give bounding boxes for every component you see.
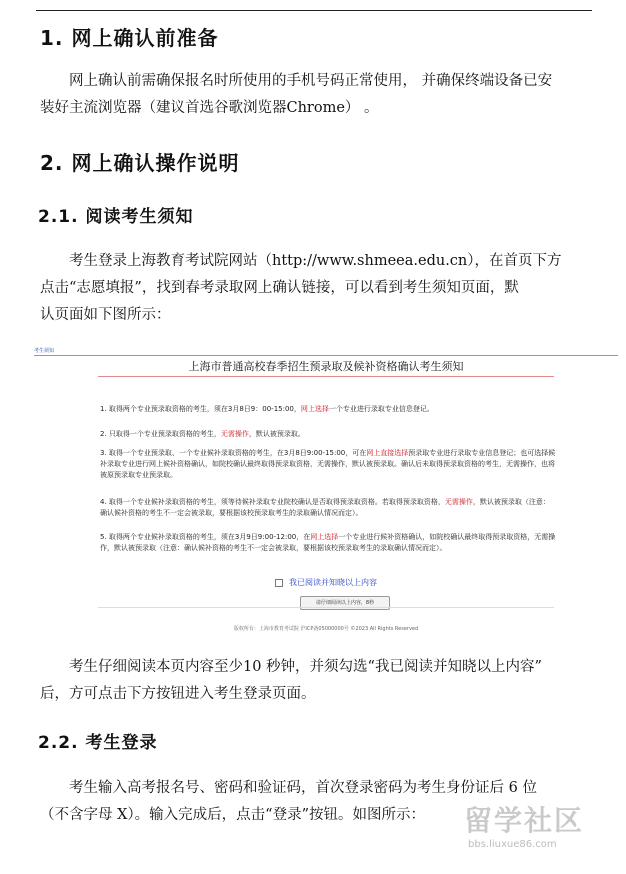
notice-item-4: 4. 取得一个专业候补录取资格的考生，须等待候补录取专业院校确认是否取得预录取资格。若取得预录取资格，无需操作，默认被预录取（注意：确认候补资格的考生不一定会被录取，要根据该校预录取考生的录取确认情况而定）。 [100,498,550,517]
text-line: 网上确认前需确保报名时所使用的手机号码正常使用， 并确保终端设备已安 [69,73,553,89]
section-2-1-heading: 2.1. 阅读考生须知 [38,207,194,227]
embedded-notice-screenshot [34,347,618,633]
section-2-1-paragraph [40,248,588,329]
notice-item-3: 3. 取得一个专业预录取、一个专业候补录取资格的考生，在3月8日9:00-15:00，可在网上直接选择预录取专业进行录取专业信息登记；也可选择候补录取专业进行网上候补资格确认，如院校确认最终取得预录取资格，无需操作，默认被预录取。确认后未取得预录取资格的考生，无需操作，也将被原预录取专业预录取。 [100,449,556,479]
text-line: 点击“志愿填报”，找到春考录取网上确认链接，可以看到考生须知页面，默 [40,280,519,296]
notice-item-1: 1. 取得两个专业预录取资格的考生，须在3月8日9：00-15:00，网上选择一个专业进行录取专业信息登记。 [100,405,434,413]
text-line: 考生登录上海教育考试院网站（http://www.shmeea.edu.cn），在首页下方 [69,253,562,269]
notice-title-rule [98,376,554,377]
agree-checkbox-row[interactable] [34,577,618,588]
watermark-logo-text: 留学社区 [464,804,585,837]
section-1-paragraph [40,68,588,122]
watermark-logo [440,795,620,867]
watermark-url: bbs.liuxue86.com [468,839,557,850]
agree-checkbox[interactable] [275,579,283,587]
notice-tag: 考生须知 [34,348,55,354]
agree-label: 我已阅读并知晓以上内容 [289,578,377,587]
section-1-heading: 1. 网上确认前准备 [40,26,219,50]
notice-footer-rule [98,607,554,608]
header-rule [36,10,592,11]
section-2-1-after-paragraph [40,654,588,708]
text-line: 装好主流浏览器（建议首选谷歌浏览器Chrome） 。 [40,100,379,116]
text-line: 后，方可点击下方按钮进入考生登录页面。 [40,686,316,702]
text-line: （不含字母 X）。输入完成后，点击“登录”按钮。如图所示： [40,807,426,823]
text-line: 考生仔细阅读本页内容至少10 秒钟，并须勾选“我已阅读并知晓以上内容” [69,659,542,675]
section-2-heading: 2. 网上确认操作说明 [40,151,240,175]
notice-header-rule [34,355,618,356]
notice-title: 上海市普通高校春季招生预录取及候补资格确认考生须知 [188,360,464,373]
notice-footer: 版权所有：上海市教育考试院 沪ICP备05000000号 ©2023 All Rights Reserved [233,626,419,632]
enter-login-button[interactable]: 请仔细阅读以上内容，8秒 [300,596,390,610]
text-line: 考生输入高考报名号、密码和验证码，首次登录密码为考生身份证后 6 位 [69,780,537,796]
text-line: 认页面如下图所示： [40,307,171,323]
notice-item-2: 2. 只取得一个专业预录取资格的考生，无需操作，默认被预录取。 [100,430,305,438]
section-2-2-heading: 2.2. 考生登录 [38,733,158,753]
notice-item-5: 5. 取得两个专业候补录取资格的考生，须在3月9日9:00-12:00，在网上选择一个专业进行候补资格确认，如院校确认最终取得预录取资格，无需操作，默认被预录取（注意：确认候补资格的考生不一定会被录取，要根据该校预录取考生的录取确认情况而定）。 [100,533,556,552]
